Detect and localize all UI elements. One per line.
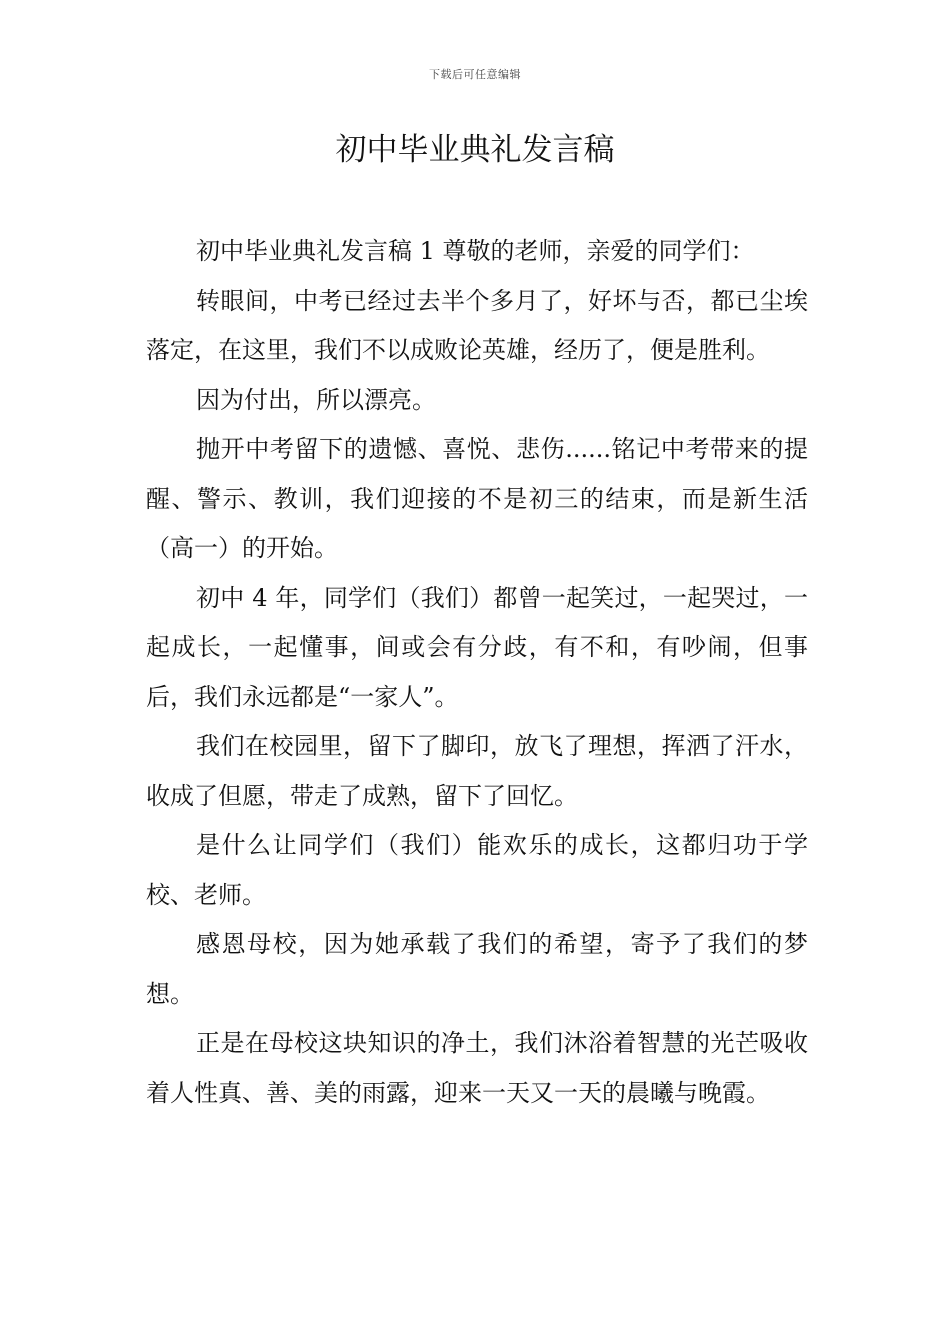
paragraph: 是什么让同学们（我们）能欢乐的成长，这都归功于学校、老师。 [146,831,808,909]
document-body [146,227,808,1118]
paragraph: 转眼间，中考已经过去半个多月了，好坏与否，都已尘埃落定，在这里，我们不以成败论英雄，经历了，便是胜利。 [146,286,808,364]
paragraph: 正是在母校这块知识的净土，我们沐浴着智慧的光芒吸收着人性真、善、美的雨露，迎来一天又一天的晨曦与晚霞。 [146,1029,808,1107]
paragraph: 感恩母校，因为她承载了我们的希望，寄予了我们的梦想。 [146,930,808,1008]
paragraph: 初中毕业典礼发言稿 1 尊敬的老师，亲爱的同学们： [196,237,755,265]
paragraph: 我们在校园里，留下了脚印，放飞了理想，挥洒了汗水，收成了但愿，带走了成熟，留下了回忆。 [146,732,808,810]
paragraph: 抛开中考留下的遗憾、喜悦、悲伤......铭记中考带来的提醒、警示、教训，我们迎接的不是初三的结束，而是新生活（高一）的开始。 [146,435,808,562]
document-title: 初中毕业典礼发言稿 [335,132,615,168]
paragraph: 初中 4 年，同学们（我们）都曾一起笑过，一起哭过，一起成长，一起懂事，间或会有分歧，有不和，有吵闹，但事后，我们永远都是“一家人”。 [146,583,808,711]
header-note: 下载后可任意编辑 [429,68,521,81]
paragraph: 因为付出，所以漂亮。 [196,385,436,414]
